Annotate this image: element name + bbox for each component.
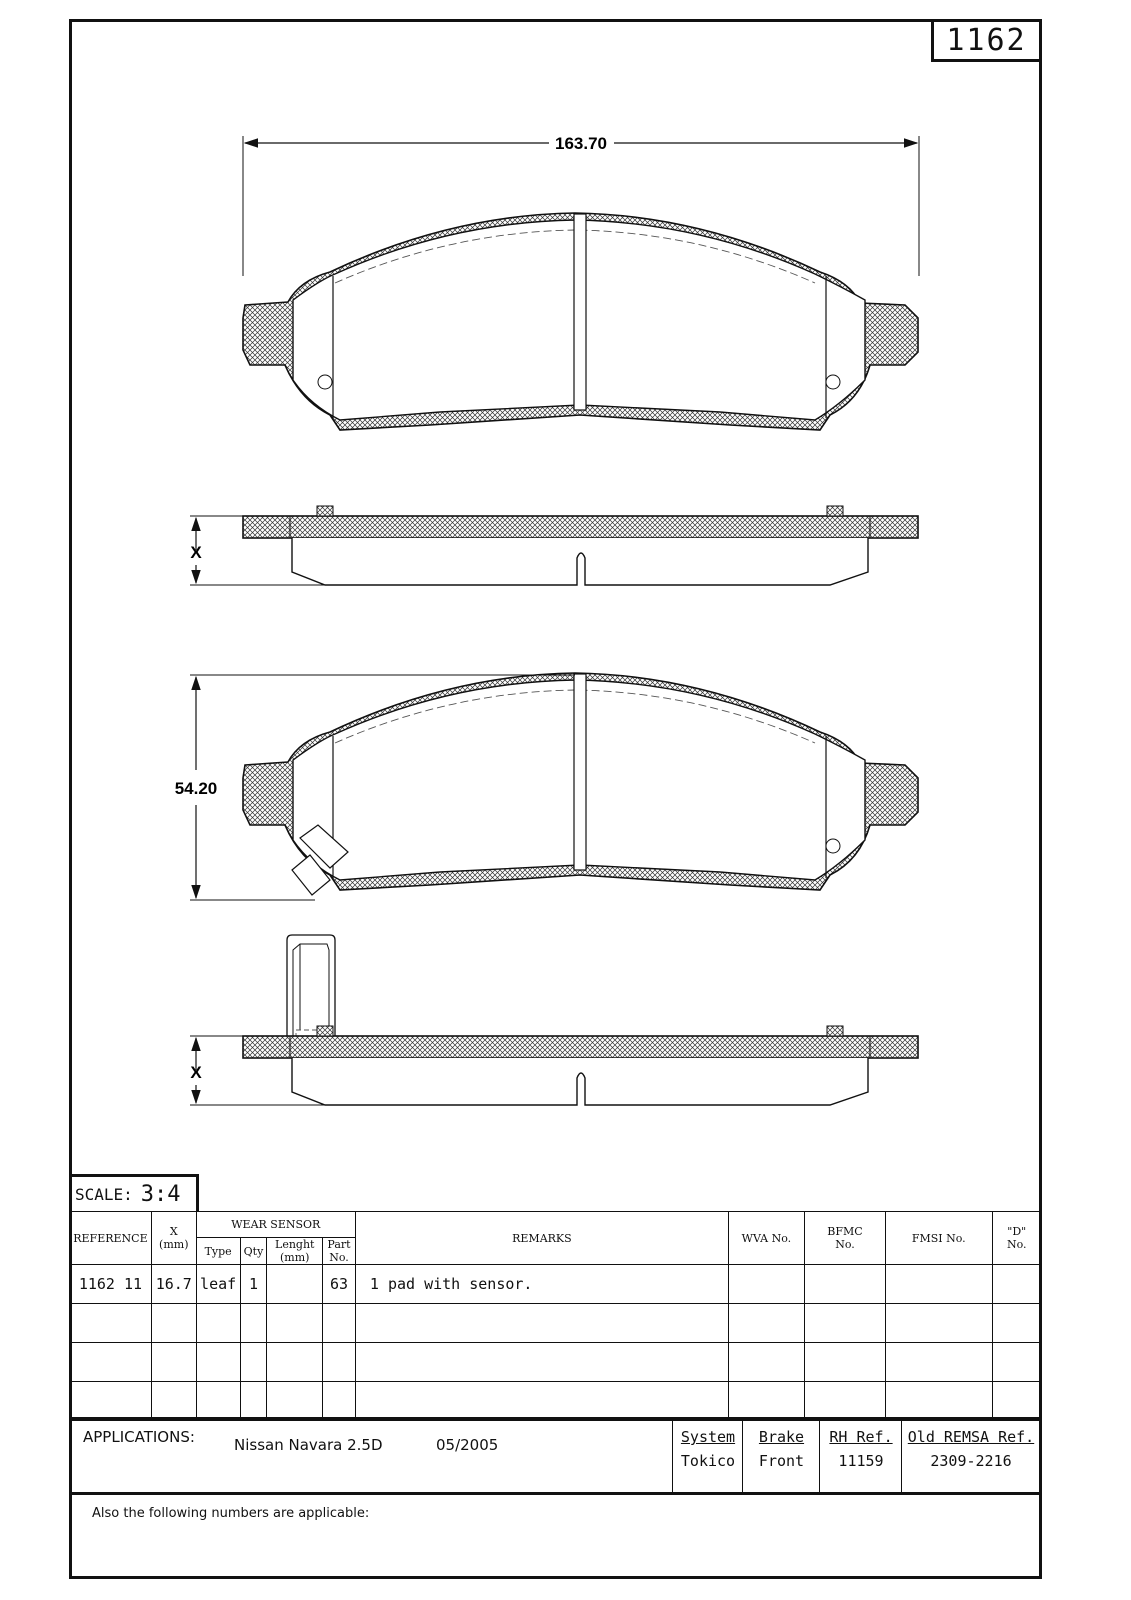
system-column [672, 1420, 743, 1492]
vehicle-date: 05/2005 [436, 1436, 499, 1454]
system-value: Tokico [680, 1452, 736, 1470]
cell-wva [728, 1265, 804, 1304]
header-part-no: No. [329, 1251, 349, 1264]
scale-box [69, 1174, 199, 1212]
cell-part: 63 [323, 1265, 356, 1304]
header-part [323, 1238, 356, 1265]
applications-label: APPLICATIONS: [83, 1428, 195, 1446]
height-dimension-label: 54.20 [174, 779, 218, 798]
table-row-empty [70, 1382, 1042, 1421]
header-d-no: No. [1006, 1238, 1027, 1251]
brake-label: Brake [758, 1428, 805, 1446]
header-wear-sensor: WEAR SENSOR [196, 1212, 355, 1238]
header-d [992, 1212, 1041, 1265]
old-remsa-value: 2309-2216 [930, 1452, 1012, 1470]
header-part-label: Part [327, 1238, 351, 1251]
vehicle: Nissan Navara 2.5D [234, 1436, 383, 1454]
pad-side-view-1 [190, 506, 918, 585]
old-remsa-label: Old REMSA Ref. [907, 1428, 1035, 1446]
cell-x: 16.7 [151, 1265, 196, 1304]
table-row [70, 1265, 1042, 1304]
header-x-unit: (mm) [159, 1238, 189, 1251]
header-x [151, 1212, 196, 1265]
pad-side-view-2 [190, 935, 918, 1105]
header-fmsi: FMSI No. [886, 1212, 992, 1265]
applications-section [69, 1417, 1042, 1495]
drawing-number: 1162 [931, 19, 1042, 62]
table-row-empty [70, 1304, 1042, 1343]
header-qty: Qty [240, 1238, 267, 1265]
cell-remarks: 1 pad with sensor. [355, 1265, 728, 1304]
footer-note: Also the following numbers are applicable: [92, 1506, 370, 1521]
header-length-unit: (mm) [280, 1251, 310, 1264]
system-label: System [680, 1428, 736, 1446]
cell-reference: 1162 11 [70, 1265, 152, 1304]
header-type: Type [196, 1238, 240, 1265]
header-d-label: "D" [1007, 1225, 1027, 1238]
old-remsa-column [901, 1420, 1040, 1492]
header-bfmc [804, 1212, 885, 1265]
cell-fmsi [886, 1265, 992, 1304]
cell-bfmc [804, 1265, 885, 1304]
thickness-label-1: X [190, 543, 202, 562]
header-reference: REFERENCE [70, 1212, 152, 1265]
rh-ref-column [819, 1420, 902, 1492]
header-remarks: REMARKS [355, 1212, 728, 1265]
scale-value: 3:4 [140, 1182, 181, 1207]
brake-column [742, 1420, 820, 1492]
header-length-label: Lenght [275, 1238, 315, 1251]
spec-table [69, 1211, 1042, 1421]
scale-label: SCALE: [75, 1185, 133, 1204]
header-bfmc-no: No. [835, 1238, 855, 1251]
pad-front-view-1 [243, 213, 918, 430]
header-x-symbol: X [169, 1225, 178, 1238]
header-wva: WVA No. [728, 1212, 804, 1265]
brake-value: Front [758, 1452, 805, 1470]
thickness-label-2: X [190, 1063, 202, 1082]
header-bfmc-label: BFMC [827, 1225, 863, 1238]
header-length [267, 1238, 323, 1265]
cell-qty: 1 [240, 1265, 267, 1304]
pad-front-view-2 [175, 673, 918, 900]
rh-ref-label: RH Ref. [829, 1428, 893, 1446]
table-row-empty [70, 1343, 1042, 1382]
cell-type: leaf [196, 1265, 240, 1304]
rh-ref-value: 11159 [838, 1452, 884, 1470]
cell-d [992, 1265, 1041, 1304]
width-dimension-label: 163.70 [555, 134, 607, 153]
cell-length [267, 1265, 323, 1304]
